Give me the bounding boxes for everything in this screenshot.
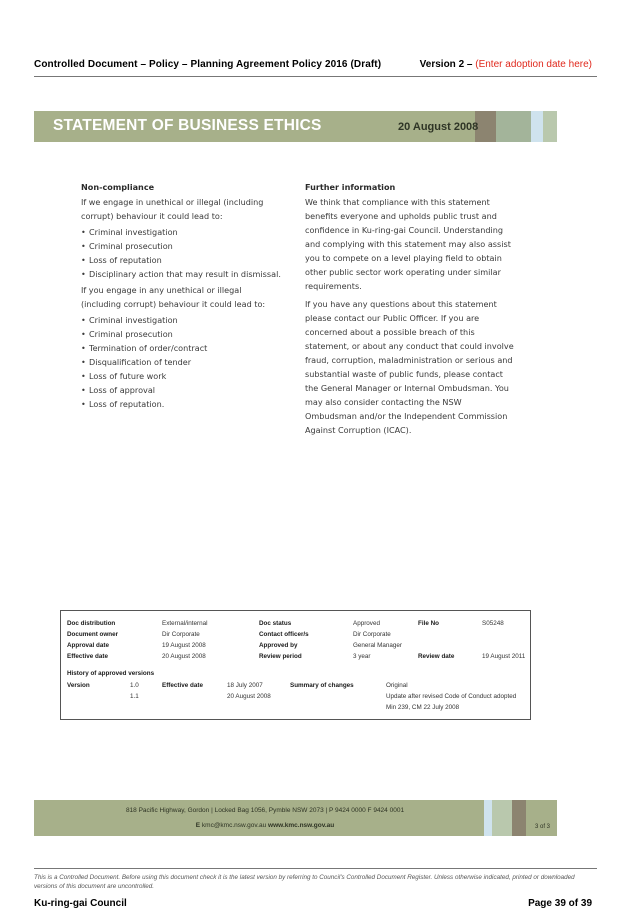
footer-divider bbox=[34, 868, 597, 869]
list-item: • Criminal prosecution bbox=[81, 239, 281, 253]
review-date-label: Review date bbox=[418, 653, 455, 660]
approval-date-value: 19 August 2008 bbox=[162, 642, 206, 649]
council-web-contact bbox=[34, 822, 496, 829]
banner-stripe bbox=[500, 111, 531, 142]
banner-stripe bbox=[492, 800, 512, 836]
doc-status-value: Approved bbox=[353, 620, 380, 627]
further-information-section bbox=[305, 180, 515, 441]
version-summary: Update after revised Code of Conduct adopted bbox=[386, 693, 517, 700]
contact-officer-value: Dir Corporate bbox=[353, 631, 391, 638]
document-info-table bbox=[60, 610, 531, 720]
version-column-label: Version bbox=[67, 682, 90, 689]
doc-owner-value: Dir Corporate bbox=[162, 631, 200, 638]
approved-by-label: Approved by bbox=[259, 642, 298, 649]
version-label: Version 2 – bbox=[419, 59, 473, 70]
paragraph: We think that compliance with this statement benefits everyone and upholds public trust and confidence in Ku-ring-gai Council. Understanding and complying with this statement may also assist you to compete on a level playing field to obtain other public sector work operating under similar requirements. bbox=[305, 197, 511, 291]
version-date: 20 August 2008 bbox=[227, 693, 271, 700]
paragraph: If we engage in unethical or illegal (including corrupt) behaviour it could lead to: bbox=[81, 197, 264, 221]
doc-owner-label: Document owner bbox=[67, 631, 119, 638]
version-date: 18 July 2007 bbox=[227, 682, 263, 689]
contact-officer-label: Contact officer/s bbox=[259, 631, 309, 638]
list-item: • Loss of approval bbox=[81, 383, 281, 397]
header-divider bbox=[34, 76, 597, 77]
paragraph: If you engage in any unethical or illegal (including corrupt) behaviour it could lead to: bbox=[81, 285, 266, 309]
banner-stripe bbox=[543, 111, 557, 142]
page-number: Page 39 of 39 bbox=[528, 898, 592, 909]
banner-stripe bbox=[512, 800, 526, 836]
list-item: • Disqualification of tender bbox=[81, 355, 281, 369]
list-item: • Criminal prosecution bbox=[81, 327, 281, 341]
email-link[interactable]: kmc@kmc.nsw.gov.au bbox=[201, 822, 267, 829]
list-item: • Loss of future work bbox=[81, 369, 281, 383]
review-period-value: 3 year bbox=[353, 653, 371, 660]
organisation-name: Ku-ring-gai Council bbox=[34, 898, 127, 909]
version-summary-minute: Min 239, CM 22 July 2008 bbox=[386, 704, 460, 711]
history-heading: History of approved versions bbox=[67, 670, 155, 677]
list-item: • Loss of reputation bbox=[81, 253, 281, 267]
doc-status-label: Doc status bbox=[259, 620, 292, 627]
inner-page-number: 3 of 3 bbox=[535, 824, 551, 830]
banner-stripe bbox=[531, 111, 543, 142]
version-summary: Original bbox=[386, 682, 408, 689]
adoption-date-placeholder: (Enter adoption date here) bbox=[475, 59, 592, 70]
document-header-title: Controlled Document – Policy – Planning Agreement Policy 2016 (Draft) bbox=[34, 59, 382, 70]
version-number: 1.0 bbox=[130, 682, 139, 689]
effective-date-label: Effective date bbox=[67, 653, 108, 660]
list-item: • Loss of reputation. bbox=[81, 397, 281, 411]
banner-title: STATEMENT OF BUSINESS ETHICS bbox=[53, 117, 322, 134]
banner-stripe bbox=[484, 800, 492, 836]
consequence-list-you bbox=[81, 313, 281, 411]
effective-date-value: 20 August 2008 bbox=[162, 653, 206, 660]
review-period-label: Review period bbox=[259, 653, 302, 660]
section-heading: Non-compliance bbox=[81, 182, 155, 192]
file-no-value: S05248 bbox=[482, 620, 504, 627]
list-item: • Criminal investigation bbox=[81, 313, 281, 327]
consequence-list-we bbox=[81, 225, 281, 281]
review-date-value: 19 August 2011 bbox=[482, 653, 526, 660]
file-no-label: File No bbox=[418, 620, 439, 627]
website-link[interactable]: www.kmc.nsw.gov.au bbox=[268, 822, 335, 829]
council-address: 818 Pacific Highway, Gordon | Locked Bag 1056, Pymble NSW 2073 | P 9424 0000 F 9424 0001 bbox=[125, 807, 405, 814]
effective-date-column-label: Effective date bbox=[162, 682, 203, 689]
list-item: • Termination of order/contract bbox=[81, 341, 281, 355]
list-item: • Criminal investigation bbox=[81, 225, 281, 239]
paragraph: If you have any questions about this statement please contact our Public Officer. If you are concerned about a possible breach of this statement, or about any conduct that could involve fraud, corruption, maladministration or serious and substantial waste of public funds, please contact the General Manager or Internal Ombudsman. You may also consider contacting the NSW Ombudsman and/or the Independent Commission Against Corruption (ICAC). bbox=[305, 299, 514, 435]
approved-by-value: General Manager bbox=[353, 642, 403, 649]
doc-distribution-value: External/internal bbox=[162, 620, 208, 627]
controlled-document-disclaimer: This is a Controlled Document. Before using this document check it is the latest version by referring to Council's Controlled Document Register. Unless otherwise indicated, printed or downloaded versions of this document are uncontrolled. bbox=[34, 874, 575, 890]
document-version bbox=[420, 59, 592, 70]
list-item: • Disciplinary action that may result in dismissal. bbox=[81, 267, 281, 281]
non-compliance-section bbox=[81, 180, 281, 413]
summary-column-label: Summary of changes bbox=[290, 682, 354, 689]
approval-date-label: Approval date bbox=[67, 642, 109, 649]
contact-banner bbox=[34, 800, 557, 836]
email-label: E bbox=[195, 822, 201, 829]
section-heading: Further information bbox=[305, 182, 396, 192]
banner-date: 20 August 2008 bbox=[398, 121, 479, 133]
version-number: 1.1 bbox=[130, 693, 139, 700]
doc-distribution-label: Doc distribution bbox=[67, 620, 116, 627]
